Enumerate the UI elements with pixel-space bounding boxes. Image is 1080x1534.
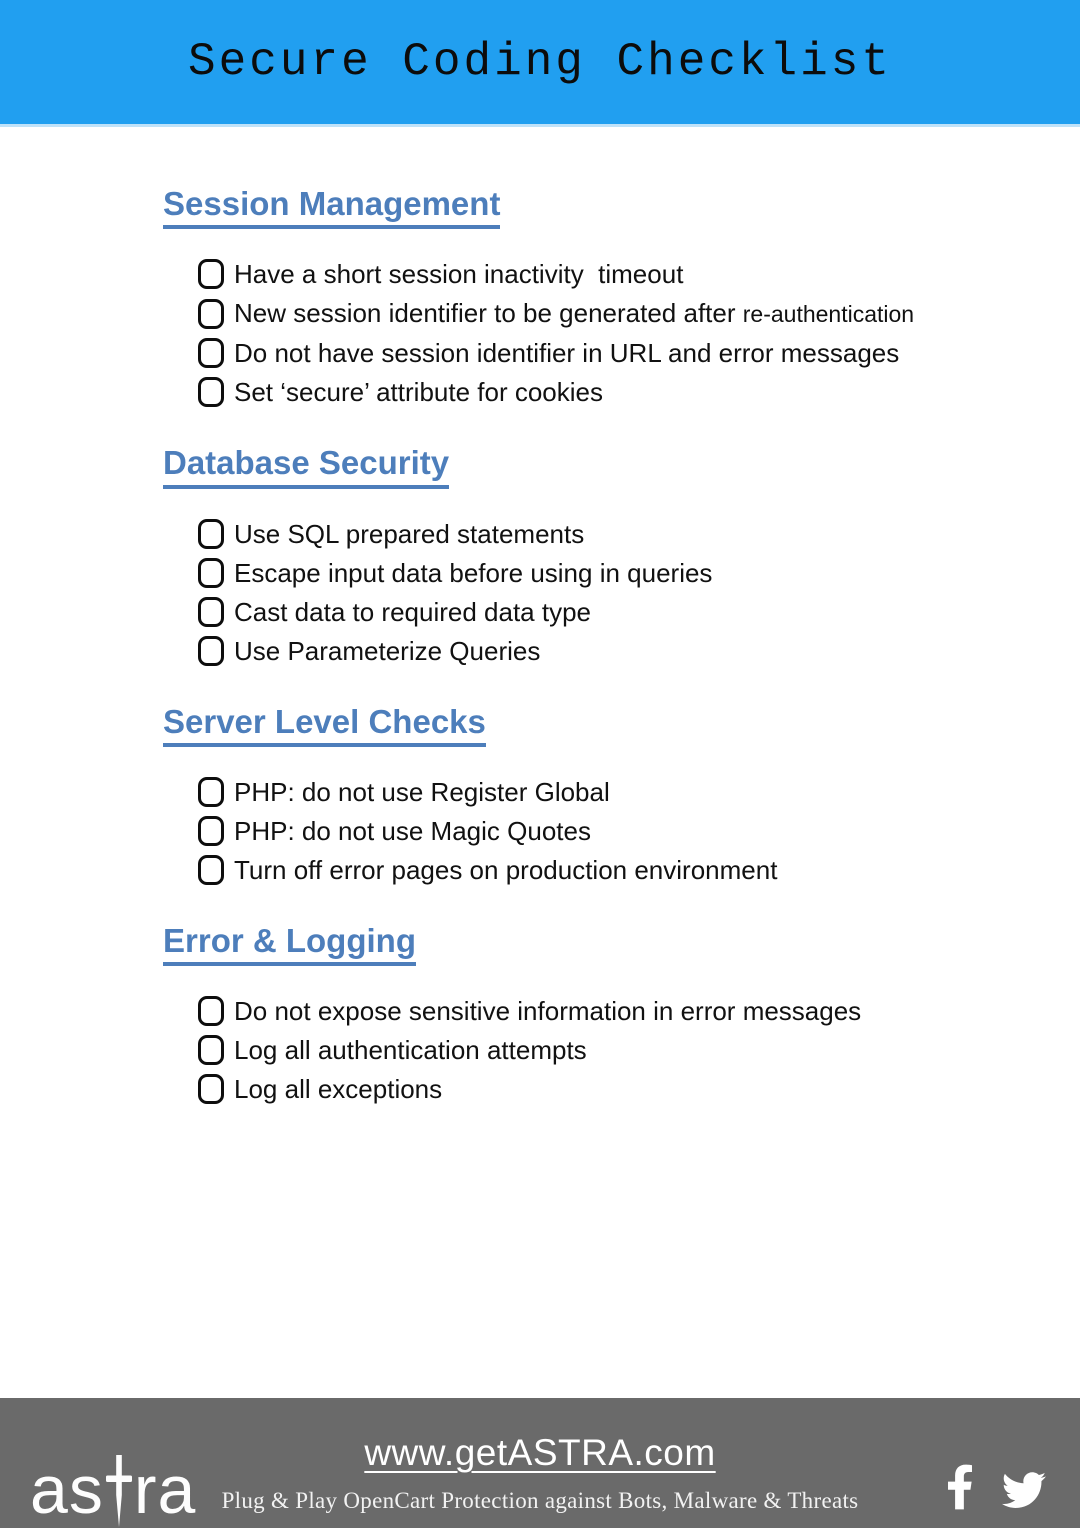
checklist-item-label bbox=[234, 1074, 442, 1104]
checklist-item bbox=[198, 259, 990, 289]
checklist-item bbox=[198, 377, 990, 407]
checklist-section bbox=[163, 127, 990, 407]
checklist-item bbox=[198, 519, 990, 549]
checklist-section bbox=[163, 894, 990, 1104]
checklist-item bbox=[198, 816, 990, 846]
checklist-item bbox=[198, 1074, 990, 1104]
checklist-item-label bbox=[234, 259, 683, 289]
checklist-section bbox=[163, 416, 990, 665]
checklist bbox=[163, 777, 990, 885]
footer-center bbox=[220, 1432, 860, 1514]
twitter-icon[interactable] bbox=[998, 1468, 1050, 1512]
checkbox[interactable] bbox=[198, 996, 224, 1026]
checklist-item-label bbox=[234, 777, 610, 807]
checklist-item bbox=[198, 636, 990, 666]
checklist bbox=[163, 259, 990, 407]
checklist-item bbox=[198, 855, 990, 885]
checklist-item-text: Use SQL prepared statements bbox=[234, 518, 585, 549]
checkbox[interactable] bbox=[198, 1035, 224, 1065]
checklist-item-label bbox=[234, 1035, 587, 1065]
checklist-item-text: Cast data to required data type bbox=[234, 596, 592, 627]
checklist-item-text-small: re-authentication bbox=[742, 301, 915, 328]
checklist-item bbox=[198, 298, 990, 329]
checklist-item-text: Do not expose sensitive information in error messages bbox=[234, 996, 862, 1027]
checklist-item-text: Log all authentication attempts bbox=[234, 1035, 587, 1066]
astra-logo bbox=[30, 1443, 197, 1529]
checklist-item bbox=[198, 558, 990, 588]
checkbox[interactable] bbox=[198, 338, 224, 368]
checklist-section bbox=[163, 675, 990, 885]
page-header bbox=[0, 0, 1080, 127]
checklist-item-label bbox=[234, 855, 777, 885]
section-heading: Server Level Checks bbox=[163, 704, 486, 747]
checklist-item bbox=[198, 1035, 990, 1065]
checkbox[interactable] bbox=[198, 597, 224, 627]
facebook-icon[interactable] bbox=[946, 1462, 974, 1512]
astra-logo-text-right: ra bbox=[133, 1452, 197, 1529]
checkbox[interactable] bbox=[198, 816, 224, 846]
footer-tagline: Plug & Play OpenCart Protection against Bots, Malware & Threats bbox=[221, 1488, 859, 1513]
social-icons bbox=[946, 1462, 1050, 1512]
checklist-item-label bbox=[234, 816, 591, 846]
checkbox[interactable] bbox=[198, 519, 224, 549]
checklist-item-text: PHP: do not use Register Global bbox=[234, 776, 610, 807]
section-heading: Database Security bbox=[163, 445, 449, 488]
checkbox[interactable] bbox=[198, 636, 224, 666]
checklist-item-label bbox=[234, 636, 540, 666]
checklist-item-text: Set ‘secure’ attribute for cookies bbox=[234, 377, 603, 408]
astra-logo-text-left: as bbox=[30, 1452, 104, 1529]
checklist bbox=[163, 519, 990, 666]
checkbox[interactable] bbox=[198, 855, 224, 885]
website-link[interactable]: www.getASTRA.com bbox=[364, 1432, 716, 1473]
checklist-body bbox=[0, 127, 1080, 1104]
checklist-item-label bbox=[234, 996, 861, 1026]
checklist-item bbox=[198, 996, 990, 1026]
checkbox[interactable] bbox=[198, 299, 224, 329]
checklist-item-label bbox=[234, 338, 899, 368]
checklist-item-text: Log all exceptions bbox=[234, 1074, 443, 1105]
page-footer bbox=[0, 1398, 1080, 1528]
checklist-item bbox=[198, 597, 990, 627]
checklist-item-label bbox=[234, 298, 914, 329]
checklist bbox=[163, 996, 990, 1104]
checklist-item-text: Have a short session inactivity timeout bbox=[234, 259, 684, 290]
dagger-icon bbox=[106, 1455, 132, 1534]
checklist-item-label bbox=[234, 558, 712, 588]
checkbox[interactable] bbox=[198, 1074, 224, 1104]
checklist-item bbox=[198, 338, 990, 368]
checklist-item-label bbox=[234, 377, 603, 407]
checklist-item-text: Use Parameterize Queries bbox=[234, 635, 541, 666]
checklist-item-label bbox=[234, 597, 591, 627]
checklist-item-text: Escape input data before using in queries bbox=[234, 557, 713, 588]
checklist-item bbox=[198, 777, 990, 807]
page-title: Secure Coding Checklist bbox=[188, 36, 892, 88]
checkbox[interactable] bbox=[198, 377, 224, 407]
checklist-item-text: Do not have session identifier in URL and error messages bbox=[234, 338, 900, 369]
checklist-item-text: PHP: do not use Magic Quotes bbox=[234, 815, 591, 846]
checkbox[interactable] bbox=[198, 558, 224, 588]
checklist-item-text: Turn off error pages on production environment bbox=[234, 854, 778, 885]
section-heading: Error & Logging bbox=[163, 923, 416, 966]
checklist-item-text: New session identifier to be generated after bbox=[234, 298, 743, 329]
section-heading: Session Management bbox=[163, 186, 500, 229]
checklist-item-label bbox=[234, 519, 584, 549]
checkbox[interactable] bbox=[198, 259, 224, 289]
checkbox[interactable] bbox=[198, 777, 224, 807]
